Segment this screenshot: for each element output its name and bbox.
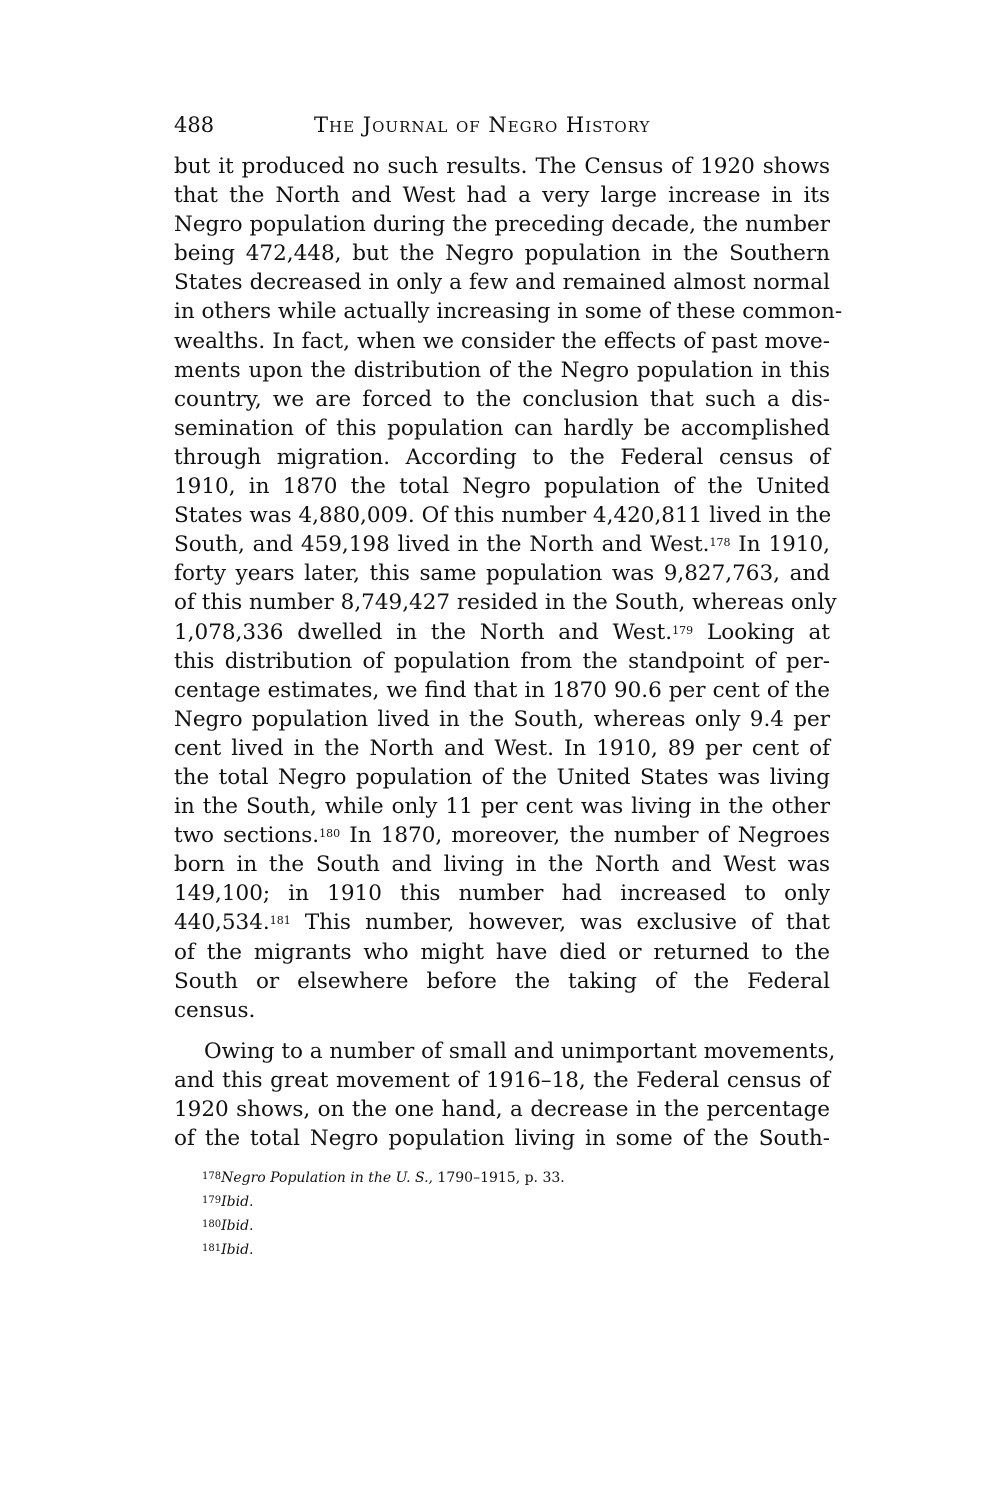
footnote-ref-179: 179 bbox=[672, 623, 694, 637]
text-line: in the South, while only 11 per cent was living in the other bbox=[174, 794, 830, 820]
text-line: cent lived in the North and West. In 1910, 89 per cent of bbox=[174, 735, 830, 761]
text-line: Owing to a number of small and unimportant movements, bbox=[204, 1039, 836, 1064]
footnote-178 bbox=[202, 1166, 802, 1190]
text-line: of this number 8,749,427 resided in the South, whereas only bbox=[174, 590, 837, 616]
footnote-181 bbox=[202, 1238, 802, 1262]
footnote-180 bbox=[202, 1214, 802, 1238]
footnote-ref-178: 178 bbox=[709, 536, 731, 550]
paragraph-1 bbox=[174, 152, 843, 1025]
text-line: of the migrants who might have died or returned to the bbox=[174, 939, 830, 965]
text-line: that the North and West had a very large increase in its bbox=[174, 183, 830, 209]
footnotes bbox=[202, 1166, 802, 1262]
text-line: 1920 shows, on the one hand, a decrease in the percentage bbox=[174, 1097, 830, 1123]
text-line: the total Negro population of the United States was living bbox=[174, 764, 830, 790]
running-head bbox=[174, 110, 834, 140]
text-segment: 440,534. bbox=[174, 910, 270, 936]
text-line: 1910, in 1870 the total Negro population of the United bbox=[174, 474, 830, 500]
footnote-citation-rest: 1790–1915, p. 33. bbox=[432, 1170, 565, 1186]
text-line: and this great movement of 1916–18, the Federal census of bbox=[174, 1068, 830, 1094]
text-line: States decreased in only a few and remained almost normal bbox=[174, 270, 830, 296]
footnote-179 bbox=[202, 1190, 802, 1214]
text-line: States was 4,880,009. Of this number 4,420,811 lived in the bbox=[174, 503, 832, 529]
footnote-ref-181: 181 bbox=[269, 914, 291, 928]
footnote-citation: Ibid. bbox=[221, 1218, 254, 1234]
footnote-citation: Ibid. bbox=[221, 1194, 254, 1210]
footnote-number: 181 bbox=[202, 1243, 222, 1254]
text-line-with-footnote-ref bbox=[174, 821, 830, 850]
page-number: 488 bbox=[174, 113, 215, 137]
text-line: forty years later, this same population was 9,827,763, and bbox=[174, 561, 830, 587]
text-line: Negro population during the preceding decade, the number bbox=[174, 212, 830, 238]
text-segment: This number, however, was exclusive of that bbox=[290, 910, 830, 936]
text-segment: In 1870, moreover, the number of Negroes bbox=[340, 823, 830, 849]
text-line: being 472,448, but the Negro population in the Southern bbox=[174, 241, 830, 267]
text-line: census. bbox=[174, 997, 256, 1023]
text-line: this distribution of population from the standpoint of per- bbox=[174, 648, 830, 674]
text-segment: South, and 459,198 lived in the North and West. bbox=[174, 532, 710, 558]
text-line: South or elsewhere before the taking of the Federal bbox=[174, 968, 830, 994]
footnote-number: 179 bbox=[202, 1195, 222, 1206]
footnote-citation: Negro Population in the U. S., bbox=[221, 1170, 433, 1186]
text-line: but it produced no such results. The Census of 1920 shows bbox=[174, 154, 830, 179]
text-segment: In 1910, bbox=[730, 532, 830, 558]
text-line: semination of this population can hardly be accomplished bbox=[174, 415, 830, 441]
text-line-with-footnote-ref bbox=[174, 618, 830, 647]
paragraph-2 bbox=[174, 1037, 836, 1153]
text-line: Negro population lived in the South, whereas only 9.4 per bbox=[174, 706, 830, 732]
text-segment: Looking at bbox=[693, 619, 831, 645]
text-line: in others while actually increasing in some of these common- bbox=[174, 299, 843, 325]
text-line-with-footnote-ref bbox=[174, 530, 830, 559]
text-line: of the total Negro population living in some of the South- bbox=[174, 1126, 830, 1152]
text-line: centage estimates, we find that in 1870 90.6 per cent of the bbox=[174, 677, 830, 703]
text-line: country, we are forced to the conclusion that such a dis- bbox=[174, 386, 830, 412]
text-line: wealths. In fact, when we consider the effects of past move- bbox=[174, 328, 830, 354]
text-line: 149,100; in 1910 this number had increased to only bbox=[174, 881, 830, 907]
text-line-with-footnote-ref bbox=[174, 908, 830, 937]
text-segment: 1,078,336 dwelled in the North and West. bbox=[174, 619, 673, 645]
text-line: ments upon the distribution of the Negro population in this bbox=[174, 357, 830, 383]
text-segment: two sections. bbox=[174, 823, 320, 849]
footnote-ref-180: 180 bbox=[319, 827, 341, 841]
footnote-number: 178 bbox=[202, 1171, 222, 1182]
footnote-number: 180 bbox=[202, 1219, 222, 1230]
journal-title: The Journal of Negro History bbox=[314, 113, 651, 137]
footnote-citation: Ibid. bbox=[221, 1242, 254, 1258]
text-line: through migration. According to the Federal census of bbox=[174, 444, 830, 470]
text-line: born in the South and living in the North and West was bbox=[174, 852, 830, 878]
